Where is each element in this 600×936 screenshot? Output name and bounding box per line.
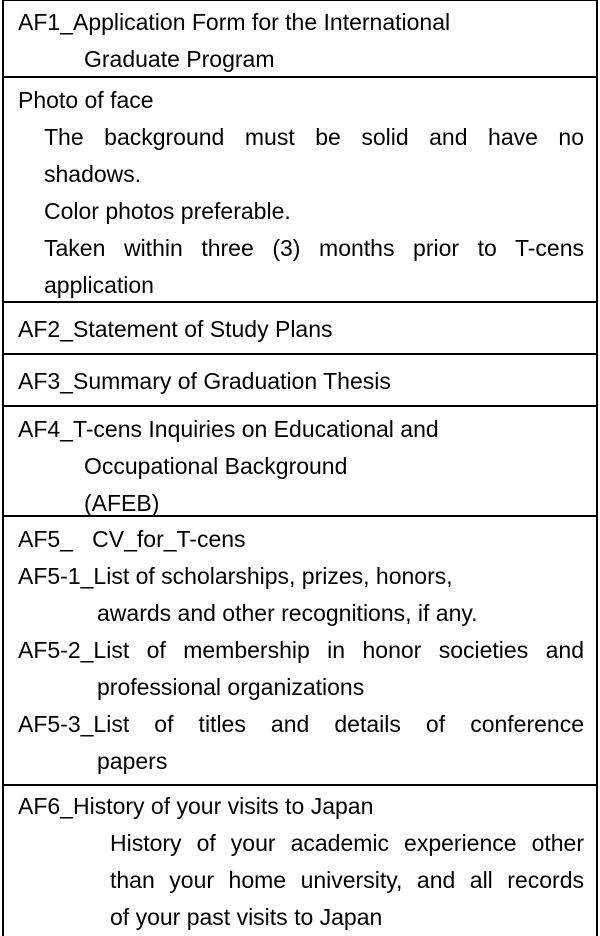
af5-title: AF5_ CV_for_T-cens <box>18 526 246 552</box>
photo-title: Photo of face <box>18 87 154 113</box>
table-row-af4 <box>4 407 596 517</box>
table-row-af2 <box>4 303 596 355</box>
af4-abbreviation: (AFEB) <box>84 490 160 516</box>
af5-1-item-continued: awards and other recognitions, if any. <box>97 600 478 626</box>
af5-1-item: AF5-1_List of scholarships, prizes, honors, <box>18 563 453 589</box>
table-row-photo <box>4 78 596 303</box>
af6-description-2: than your home university, and all records <box>110 867 584 893</box>
photo-requirement-1: The background must be solid and have no <box>44 124 584 150</box>
af3-title: AF3_Summary of Graduation Thesis <box>18 368 391 394</box>
af5-3-item: AF5-3_List of titles and details of conference <box>18 711 584 737</box>
af4-title-continued: Occupational Background <box>84 453 348 479</box>
table-row-af5 <box>4 517 596 786</box>
af1-title-continued: Graduate Program <box>84 46 275 72</box>
table-row-af1 <box>4 1 596 78</box>
af6-description-3: of your past visits to Japan <box>110 904 383 930</box>
af6-description-1: History of your academic experience other <box>110 830 584 856</box>
photo-requirement-3-continued: application <box>44 272 154 298</box>
af5-2-item: AF5-2_List of membership in honor societies and <box>18 637 584 663</box>
table-row-af6 <box>4 786 596 936</box>
document-table <box>2 0 598 936</box>
af5-3-item-continued: papers <box>97 748 168 774</box>
af1-title: AF1_Application Form for the International <box>18 9 451 35</box>
af2-title: AF2_Statement of Study Plans <box>18 316 333 342</box>
photo-requirement-1-continued: shadows. <box>44 161 142 187</box>
photo-requirement-3: Taken within three (3) months prior to T-cens <box>44 235 584 261</box>
photo-requirement-2: Color photos preferable. <box>44 198 291 224</box>
af5-2-item-continued: professional organizations <box>97 674 365 700</box>
af4-title: AF4_T-cens Inquiries on Educational and <box>18 416 439 442</box>
table-row-af3 <box>4 355 596 407</box>
af6-title: AF6_History of your visits to Japan <box>18 793 374 819</box>
